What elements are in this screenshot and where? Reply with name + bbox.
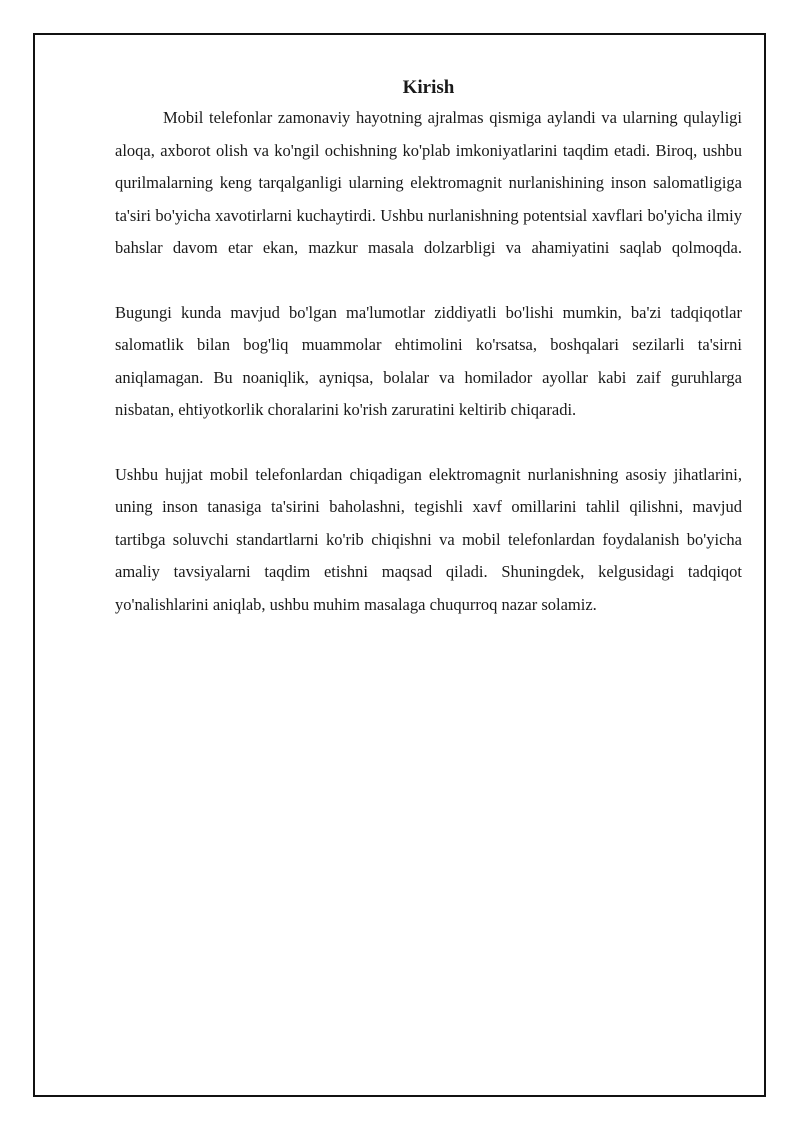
- paragraph-2: Bugungi kunda mavjud bo'lgan ma'lumotlar ziddiyatli bo'lishi mumkin, ba'zi tadqiqotlar salomatlik bilan bog'liq muammolar ehtimolini ko'rsatsa, boshqalari sezilarli ta'sirni aniqlamagan. Bu noaniqlik, ayniqsa, bolalar va homilador ayollar kabi zaif guruhlarga nisbatan, ehtiyotkorlik choralarini ko'rish zaruratini keltirib chiqaradi.: [115, 302, 742, 419]
- paragraph-3: Ushbu hujjat mobil telefonlardan chiqadigan elektromagnit nurlanishning asosiy jihatlarini, uning inson tanasiga ta'sirini baholashni, tegishli xavf omillarini tahlil qilishni, mavjud tartibga soluvchi standartlarni ko'rib chiqishni va mobil telefonlardan foydalanish bo'yicha amaliy tavsiyalarni taqdim etishni maqsad qiladi. Shuningdek, kelgusidagi tadqiqot yo'nalishlarini aniqlab, ushbu muhim masalaga chuqurroq nazar solamiz.: [115, 464, 742, 614]
- document-body: [115, 76, 742, 621]
- paragraph-gap: [115, 265, 742, 297]
- document-title: Kirish: [402, 77, 455, 98]
- paragraph-1: Mobil telefonlar zamonaviy hayotning ajralmas qismiga aylandi va ularning qulayligi aloqa, axborot olish va ko'ngil ochishning ko'plab imkoniyatlarini taqdim etadi. Biroq, ushbu qurilmalarning keng tarqalganligi ularning elektromagnit nurlanishining inson salomatligiga ta'siri bo'yicha xavotirlarni kuchaytirdi. Ushbu nurlanishning potentsial xavflari bo'yicha ilmiy bahslar davom etar ekan, mazkur masala dolzarbligi va ahamiyatini saqlab qolmoqda.: [115, 108, 742, 257]
- paragraph-gap: [115, 427, 742, 459]
